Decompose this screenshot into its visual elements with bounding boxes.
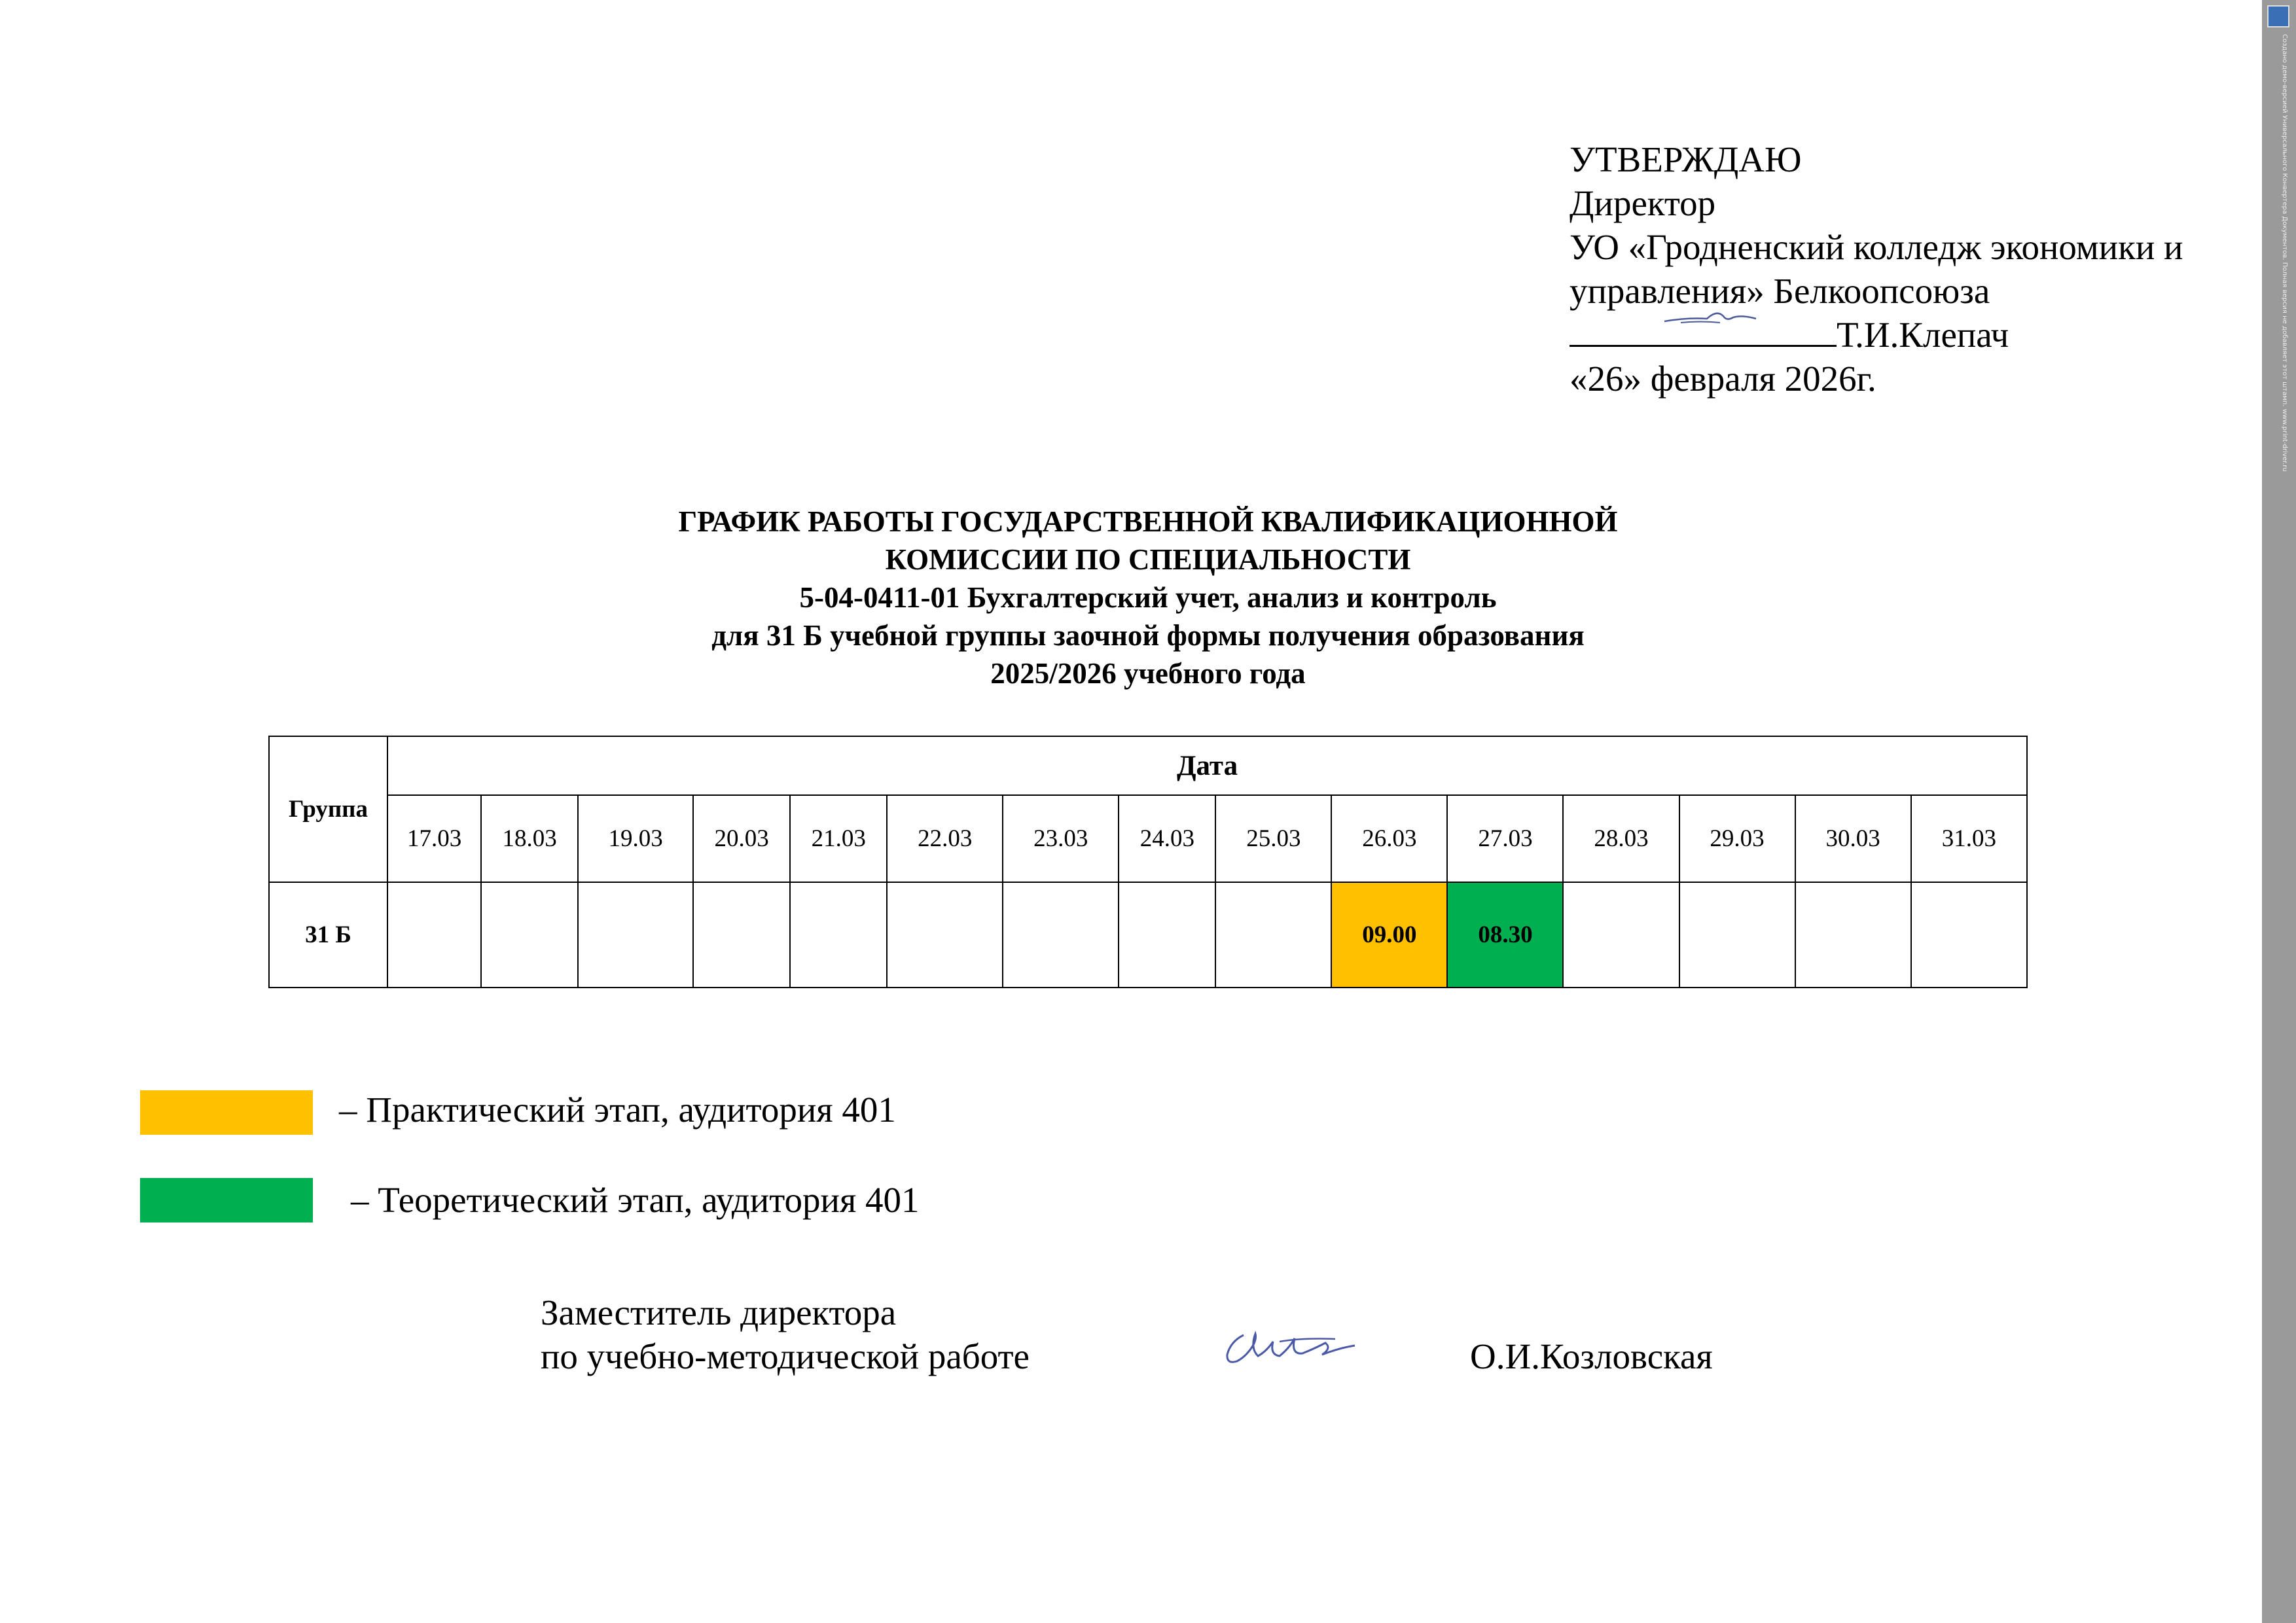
schedule-cell: 08.30 bbox=[1447, 882, 1563, 988]
converter-logo-icon bbox=[2267, 5, 2289, 27]
legend-text-practical: – Практический этап, аудитория 401 bbox=[339, 1090, 896, 1130]
approval-org-line1: УО «Гродненский колледж экономики и bbox=[1570, 227, 2183, 267]
row-group-label: 31 Б bbox=[269, 882, 387, 988]
schedule-cell bbox=[790, 882, 887, 988]
date-header: Дата bbox=[387, 736, 2027, 795]
legend-swatch-theoretical bbox=[140, 1178, 313, 1222]
approval-date: «26» февраля 2026г. bbox=[1570, 359, 1876, 399]
schedule-cell: 09.00 bbox=[1331, 882, 1447, 988]
watermark-text: Создано демо-версией Универсального Конвертера Документов. Полная версия не добавляет этот штамп. www.print-driver.ru bbox=[2281, 34, 2288, 472]
title-line3: 5-04-0411-01 Бухгалтерский учет, анализ и контроль bbox=[799, 581, 1497, 614]
signoff-line1: Заместитель директора bbox=[541, 1293, 897, 1332]
schedule-table bbox=[268, 736, 2028, 988]
title-line1: ГРАФИК РАБОТЫ ГОСУДАРСТВЕННОЙ КВАЛИФИКАЦИОННОЙ bbox=[678, 505, 1618, 538]
date-cell: 28.03 bbox=[1563, 795, 1679, 882]
table-row bbox=[269, 882, 2027, 988]
schedule-cell bbox=[693, 882, 790, 988]
approval-signer: Т.И.Клепач bbox=[1837, 315, 2009, 355]
group-header: Группа bbox=[269, 736, 387, 882]
date-cell: 17.03 bbox=[387, 795, 481, 882]
schedule-cell bbox=[1215, 882, 1331, 988]
title-line2: КОМИССИИ ПО СПЕЦИАЛЬНОСТИ bbox=[885, 543, 1411, 576]
signoff-line2: по учебно-методической работе bbox=[541, 1336, 1030, 1376]
date-cell: 20.03 bbox=[693, 795, 790, 882]
approval-heading: УТВЕРЖДАЮ bbox=[1570, 139, 1802, 179]
date-cell: 31.03 bbox=[1911, 795, 2027, 882]
legend-text-theoretical: – Теоретический этап, аудитория 401 bbox=[351, 1180, 920, 1220]
legend-swatch-practical bbox=[140, 1090, 313, 1135]
date-cell: 29.03 bbox=[1679, 795, 1795, 882]
watermark-sidebar bbox=[2262, 0, 2296, 1623]
schedule-cell bbox=[387, 882, 481, 988]
date-cell: 19.03 bbox=[578, 795, 693, 882]
schedule-cell bbox=[1795, 882, 1911, 988]
signoff-block bbox=[541, 1291, 1030, 1378]
schedule-cell bbox=[578, 882, 693, 988]
date-cell: 21.03 bbox=[790, 795, 887, 882]
signoff-name: О.И.Козловская bbox=[1470, 1336, 1713, 1376]
schedule-cell bbox=[1563, 882, 1679, 988]
date-cell: 27.03 bbox=[1447, 795, 1563, 882]
director-signature-icon bbox=[1661, 303, 1759, 329]
schedule-cell bbox=[1003, 882, 1119, 988]
schedule-cell bbox=[1679, 882, 1795, 988]
document-title bbox=[0, 503, 2296, 692]
deputy-signature-icon bbox=[1217, 1315, 1361, 1374]
date-cell: 18.03 bbox=[481, 795, 578, 882]
title-line5: 2025/2026 учебного года bbox=[990, 657, 1306, 690]
signature-underline bbox=[1570, 316, 1837, 347]
schedule-cell bbox=[481, 882, 578, 988]
title-line4: для 31 Б учебной группы заочной формы получения образования bbox=[711, 619, 1585, 652]
dates-row bbox=[269, 795, 2027, 882]
approval-org-line2: управления» Белкоопсоюза bbox=[1570, 271, 1990, 311]
date-cell: 24.03 bbox=[1119, 795, 1215, 882]
schedule-cell bbox=[1911, 882, 2027, 988]
date-cell: 22.03 bbox=[887, 795, 1003, 882]
approval-position: Директор bbox=[1570, 183, 1716, 223]
schedule-cell bbox=[1119, 882, 1215, 988]
date-cell: 23.03 bbox=[1003, 795, 1119, 882]
schedule-cell bbox=[887, 882, 1003, 988]
date-cell: 25.03 bbox=[1215, 795, 1331, 882]
date-cell: 26.03 bbox=[1331, 795, 1447, 882]
approval-block bbox=[1570, 137, 2237, 401]
approval-signature-line bbox=[1570, 313, 2237, 357]
date-cell: 30.03 bbox=[1795, 795, 1911, 882]
